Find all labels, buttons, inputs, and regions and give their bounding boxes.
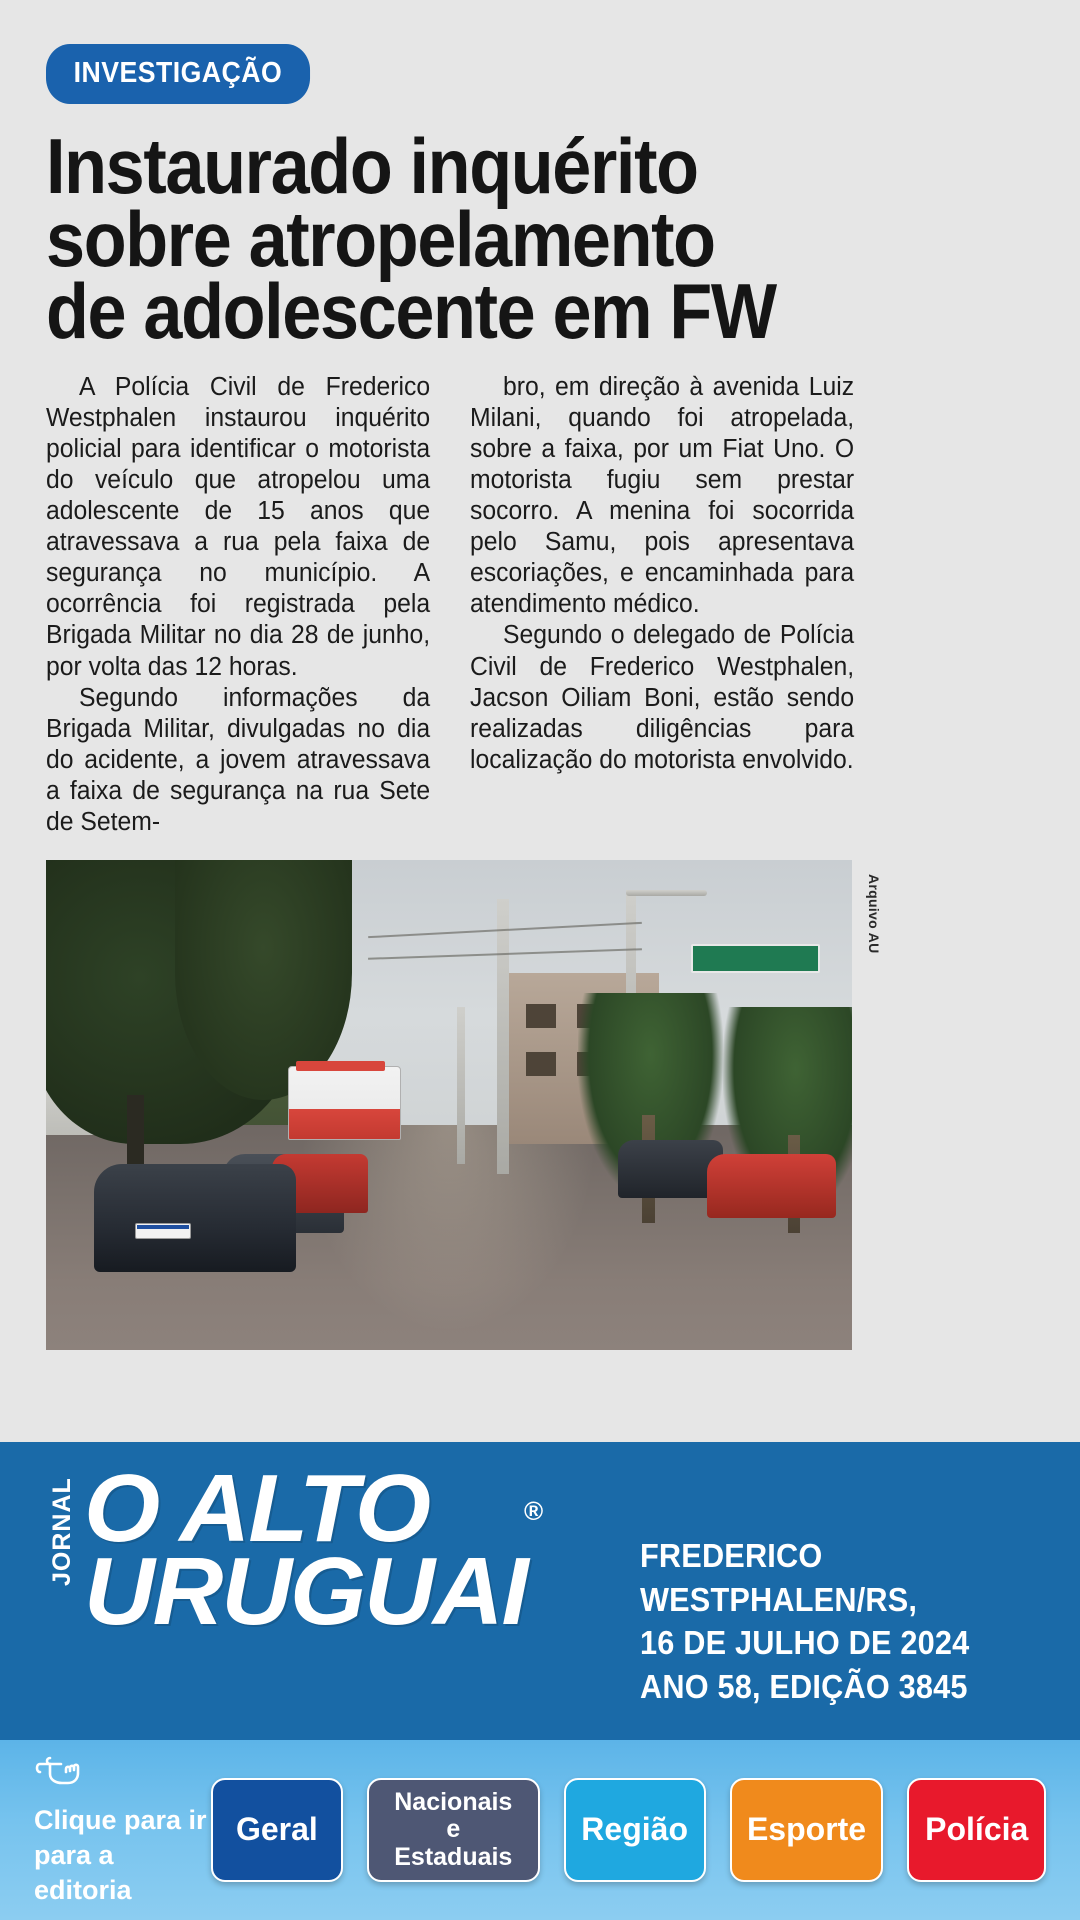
navbar-call-to-action bbox=[34, 1752, 211, 1908]
cta-line-1: Clique para ir bbox=[34, 1804, 207, 1835]
publication-location: FREDERICO WESTPHALEN/RS, bbox=[640, 1537, 918, 1618]
editoria-button-line-1: Nacionais bbox=[394, 1787, 513, 1816]
publication-date: 16 DE JULHO DE 2024 bbox=[640, 1624, 970, 1662]
photo-building-window bbox=[526, 1004, 556, 1028]
editoria-button-geral[interactable]: Geral bbox=[211, 1778, 343, 1882]
photo-parked-car-right-red bbox=[707, 1154, 836, 1218]
editoria-button-line-2: e Estaduais bbox=[394, 1815, 513, 1871]
photo-license-plate bbox=[135, 1223, 191, 1239]
photo-ambulance bbox=[288, 1066, 401, 1140]
headline-line-2: sobre atropelamento bbox=[46, 194, 715, 283]
editoria-button-policia[interactable]: Polícia bbox=[907, 1778, 1046, 1882]
article-column-right bbox=[470, 372, 866, 839]
registered-trademark-icon: ® bbox=[524, 1496, 544, 1526]
article-photo bbox=[46, 860, 852, 1350]
editoria-navbar bbox=[0, 1740, 1080, 1920]
editoria-buttons bbox=[211, 1778, 1046, 1882]
photo-building-window bbox=[526, 1052, 556, 1076]
pointing-hand-icon bbox=[34, 1752, 211, 1795]
photo-parked-car-foreground bbox=[94, 1164, 296, 1272]
publication-edition: ANO 58, EDIÇÃO 3845 bbox=[640, 1667, 968, 1705]
masthead bbox=[0, 1442, 1080, 1740]
photo-credit: Arquivo AU bbox=[866, 874, 882, 954]
paragraph: Segundo informações da Brigada Militar, divulgadas no dia do acidente, a jovem atravessava a faixa de segurança na rua Sete de Setem- bbox=[46, 683, 431, 837]
logo-line-2: URUGUAI bbox=[84, 1537, 527, 1645]
photo-utility-pole bbox=[457, 1007, 465, 1164]
photo-light-arm bbox=[626, 890, 707, 896]
cta-line-2: para a editoria bbox=[34, 1840, 132, 1906]
article-photo-wrapper bbox=[46, 860, 882, 1350]
photo-ambulance-light bbox=[296, 1061, 385, 1071]
editoria-button-esporte[interactable]: Esporte bbox=[730, 1778, 884, 1882]
headline-line-3: de adolescente em FW bbox=[46, 267, 776, 356]
publication-info bbox=[640, 1534, 1049, 1708]
category-badge: INVESTIGAÇÃO bbox=[46, 44, 310, 104]
article-body bbox=[46, 372, 1034, 839]
logo-line-1: O ALTO bbox=[84, 1455, 429, 1562]
editoria-button-regiao[interactable]: Região bbox=[564, 1778, 706, 1882]
paragraph: bro, em direção à avenida Luiz Milani, quando foi atropelada, sobre a faixa, por um Fiat Uno. O motorista fugiu sem prestar socorro. A menina foi socorrida pelo Samu, pois apresentava escoriações, e encaminhada para atendimento médico. bbox=[470, 372, 855, 619]
newspaper-logo bbox=[44, 1455, 544, 1645]
logo-jornal-label: JORNAL bbox=[48, 1477, 76, 1586]
headline-line-1: Instaurado inquérito bbox=[46, 122, 698, 210]
paragraph: A Polícia Civil de Frederico Westphalen instaurou inquérito policial para identificar o motorista do veículo que atropelou uma adolescente de 15 anos que atravessava a rua pela faixa de segurança no município. A ocorrência foi registrada pela Brigada Militar no dia 28 de junho, por volta das 12 horas. bbox=[46, 372, 431, 681]
paragraph: Segundo o delegado de Polícia Civil de Frederico Westphalen, Jacson Oiliam Boni, estão sendo realizadas diligências para localização do motorista envolvido. bbox=[470, 621, 855, 774]
article-container bbox=[0, 0, 1080, 838]
article-column-left bbox=[46, 372, 442, 839]
photo-road-sign bbox=[691, 944, 820, 973]
photo-utility-pole bbox=[497, 899, 508, 1173]
editoria-button-nacionais-estaduais[interactable] bbox=[367, 1778, 540, 1882]
page-title bbox=[46, 122, 1033, 356]
